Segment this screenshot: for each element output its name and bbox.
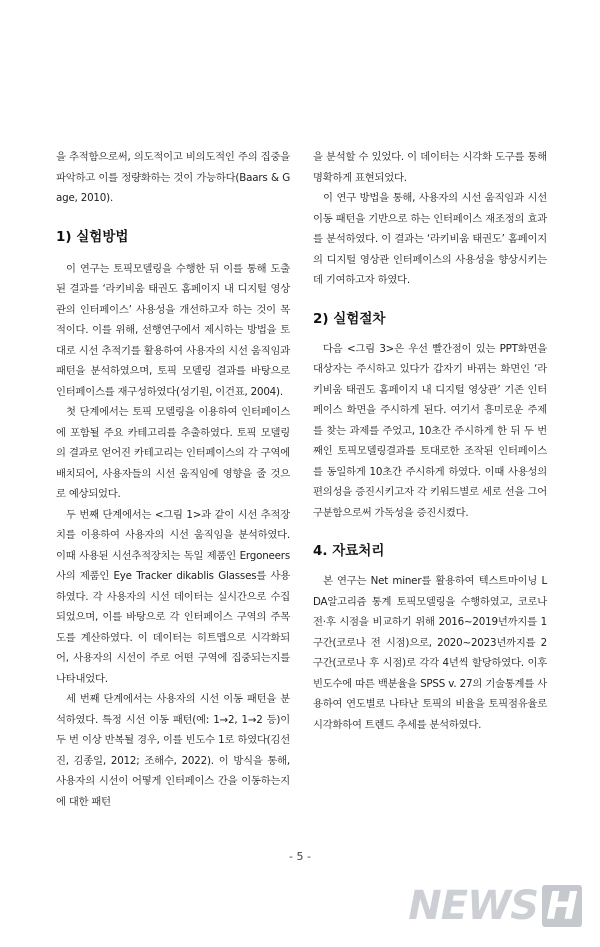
data-processing-paragraph: 본 연구는 Net miner를 활용하여 텍스트마이닝 LDA알고리즘 통계 토픽모델링을 수행하였고, 코로나 전·후 시점을 비교하기 위해 2016~2019년까지를 1구간(코로나 전 시점)으로, 2020~2023년까지를 2구간(코로나 후 시점)로 각각 4년씩 할당하였다. 이후 빈도수에 따른 백분율을 SPSS v. 27의 기술통계를 사용하여 연도별로 나타난 토픽의 비율을 토픽점유율로 시각화하여 트렌드 추세를 분석하였다. bbox=[313, 575, 547, 731]
watermark-h-box: H bbox=[542, 885, 582, 927]
right-intro-text: 을 분석할 수 있었다. 이 데이터는 시각화 도구를 통해 명확하게 표현되었다. bbox=[313, 151, 547, 184]
section-heading-method: 1) 실험방법 bbox=[56, 228, 129, 245]
left-column bbox=[56, 147, 290, 812]
right-column bbox=[313, 147, 547, 735]
procedure-paragraph: 다음 <그림 3>은 우선 빨간점이 있는 PPT화면을 대상자는 주시하고 있다가 갑자기 바뀌는 화면인 ‘라키비움 태권도 홈페이지 내 디지털 영상관’ 기존 인터페이스 화면을 주시하게 된다. 여기서 흥미로운 주제를 찾는 과제를 주었고, 10초간 주시하게 한 뒤 두 번째인 토픽모델링결과를 토대로한 조작된 인터페이스를 동일하게 10초간 주시하게 하였다. 이때 사용성의 편의성을 증진시키고자 각 키워드별로 세로 선을 그어 구분함으로써 가독성을 증진시켰다. bbox=[313, 342, 547, 519]
section-heading-data-processing: 4. 자료처리 bbox=[313, 543, 385, 559]
section-heading-procedure: 2) 실험절차 bbox=[313, 310, 386, 327]
page-number: - 5 - bbox=[289, 850, 311, 863]
method-summary-paragraph: 이 연구 방법을 통해, 사용자의 시선 움직임과 시선 이동 패턴을 기반으로 하는 인터페이스 재조정의 효과를 분석하였다. 이 결과는 ‘라키비움 태권도’ 홈페이지의 디지털 영상관 인터페이스의 사용성을 향상시키는데 기여하고자 하였다. bbox=[313, 192, 547, 286]
news-watermark-logo bbox=[408, 883, 582, 929]
method-paragraph-3: 두 번째 단계에서는 <그림 1>과 같이 시선 추적장치를 이용하여 사용자의 시선 움직임을 분석하였다. 이때 사용된 시선추적장치는 독일 제품인 Ergoneers사의 제품인 Eye Tracker dikablis Glasses를 사용하였다. 각 사용자의 시선 데이터는 실시간으로 수집되었으며, 이를 바탕으로 각 인터페이스 구역의 주목도를 계산하였다. 이 데이터는 히트맵으로 시각화되어, 사용자의 시선이 주로 어떤 구역에 집중되는지를 나타내었다. bbox=[56, 508, 290, 685]
left-intro-text: 을 추적함으로써, 의도적이고 비의도적인 주의 집중을 파악하고 이를 정량화하는 것이 가능하다(Baars & Gage, 2010). bbox=[56, 151, 290, 204]
method-paragraph-2: 첫 단계에서는 토픽 모델링을 이용하여 인터페이스에 포함될 주요 카테고리를 추출하였다. 토픽 모델링의 결과로 얻어진 카테고리는 인터페이스의 각 구역에 배치되어, 사용자들의 시선 움직임에 영향을 줄 것으로 예상되었다. bbox=[56, 406, 290, 500]
watermark-text: NEWS bbox=[408, 883, 538, 929]
method-paragraph-4: 세 번째 단계에서는 사용자의 시선 이동 패턴을 분석하였다. 특정 시선 이동 패턴(예: 1→2, 1→2 등)이 두 번 이상 반복될 경우, 이를 빈도수 1로 하였다(김선진, 김종일, 2012; 조해수, 2022). 이 방식을 통해, 사용자의 시선이 어떻게 인터페이스 간을 이동하는지에 대한 패턴 bbox=[56, 693, 290, 808]
method-paragraph-1: 이 연구는 토픽모델링을 수행한 뒤 이를 통해 도출된 결과를 ‘라키비움 태권도 홈페이지 내 디지털 영상관의 인터페이스’ 사용성을 개선하고자 하는 것이 목적이다. 이를 위해, 선행연구에서 제시하는 방법을 토대로 시선 추적기를 활용하여 사용자의 시선 움직임과 패턴을 분석하였으며, 토픽 모델링 결과를 바탕으로 인터페이스를 재구성하였다(성기원, 이건표, 2004). bbox=[56, 262, 290, 398]
